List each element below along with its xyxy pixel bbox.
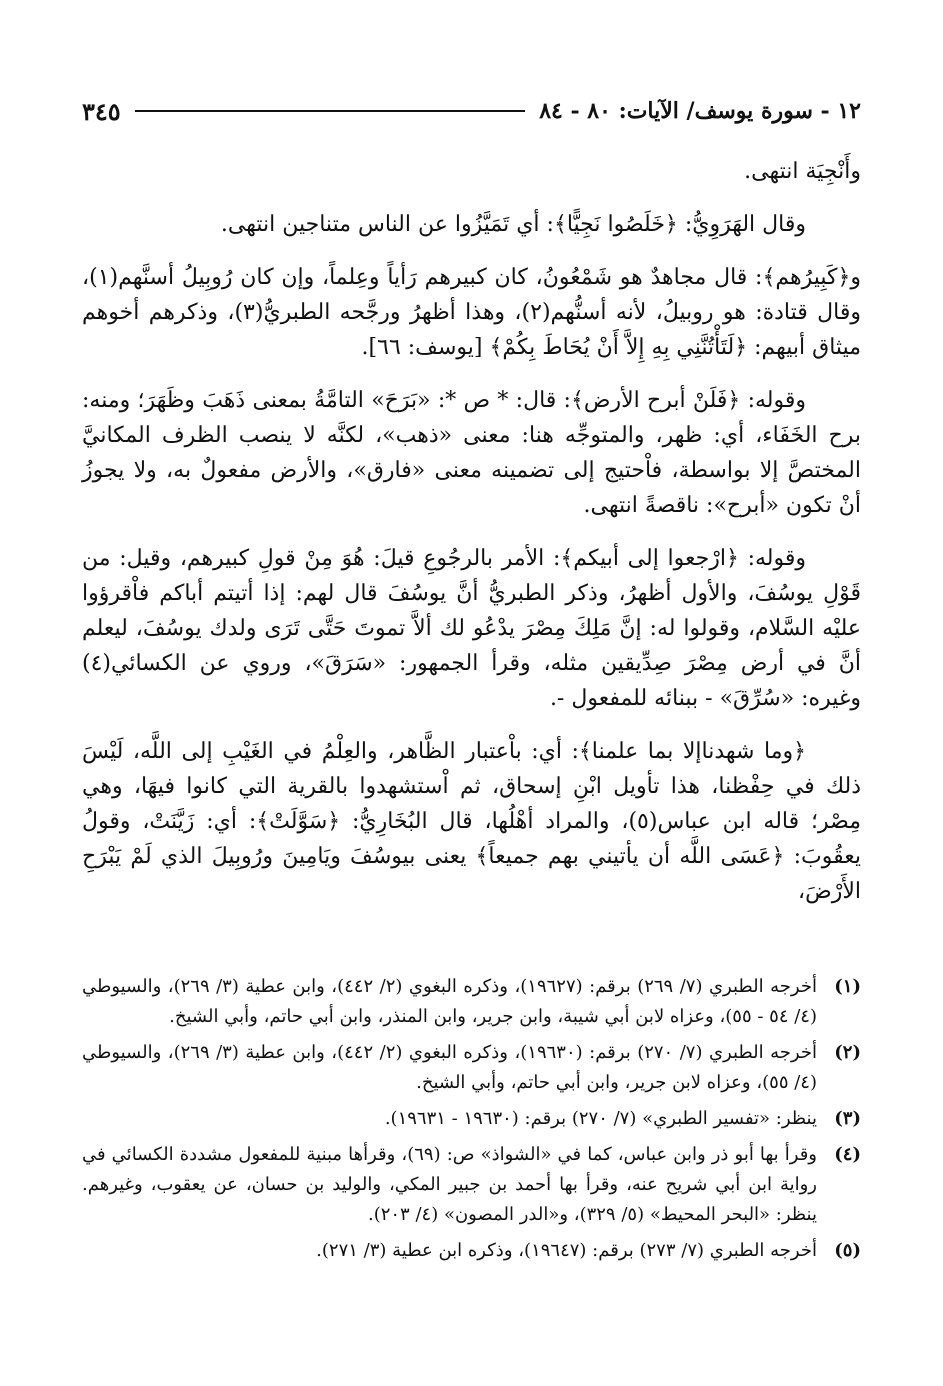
footnote-number: (١) bbox=[834, 976, 861, 997]
footnote-number: (٢) bbox=[834, 1042, 861, 1063]
main-text bbox=[82, 154, 861, 927]
page-number: ٣٤٥ bbox=[82, 96, 121, 126]
paragraph: ﴿وما شهدناإلا بما علمنا﴾: أي: باْعتبار الظَّاهر، والعِلْمُ في الغَيْبِ إلى اللَّه، لَيْسَ ذلك في حِفْظنا، هذا تأويل ابْنِ إسحاق، ثم اْستشهدوا بالقرية التي كانوا فيهَا، وهي مِصْر؛ قاله ابن عباس(٥)، والمراد أهْلُها، قال البُخَارِيُّ: ﴿سَوَّلَتْ﴾: أي: زَيَّنَتْ، وقولُ يعقُوبَ: ﴿عَسَى اللَّه أن يأتيني بهم جميعاً﴾ يعنى بيوسُفَ ويَامِينَ ورُوبِيلَ الذي لَمْ يَبْرَحِ الأَرْضَ، bbox=[82, 739, 861, 904]
paragraph: وقوله: ﴿ارْجعوا إلى أبيكم﴾: الأمر بالرجُوعِ قيلَ: هُوَ مِنْ قولِ كبيرهم، وقيل: من قَوْلِ يوسُفَ، والأول أظهرُ، وذكر الطبريُّ أنَّ يوسُفَ قال لهم: إذا أتيتم أباكم فاْقرؤوا عليْه السَّلام، وقولوا له: إنَّ مَلِكَ مِصْرَ يدْعُو لك ألاَّ تموتَ حَتَّى تَرَى ولدك يوسُفَ، ليعلم أنَّ في أرض مِصْرَ صِدِّيقين مثله، وقرأ الجمهور: «سَرَقَ»، وروي عن الكسائي(٤) وغيره: «سُرِّقَ» - ببنائه للمفعول -. bbox=[82, 546, 861, 711]
footnote-number: (٤) bbox=[834, 1144, 861, 1165]
paragraph: وأَنْجِيَة انتهى. bbox=[744, 159, 861, 184]
footnote bbox=[82, 1140, 861, 1230]
paragraph: وقوله: ﴿فَلَنْ أبرح الأرض﴾: قال: * ص *: «بَرَحَ» التامَّةُ بمعنى ذَهَبَ وظَهَرَ؛ ومنه: برح الخَفَاء، أي: ظهر، والمتوجِّه هنا: معنى «ذهب»، لكنَّه لا ينصب الظرف المكانيَّ المختصَّ إلا بواسطة، فاْحتيج إلى تضمينه معنى «فارق»، والأرض مفعولٌ به، ولا يجوزُ أنْ تكون «أبرح»: ناقصةً انتهى. bbox=[82, 388, 861, 518]
footnote bbox=[82, 1104, 861, 1134]
paragraph: وقال الهَرَوِيُّ: ﴿خَلَصُوا نَجِيًّا﴾: أي تَمَيَّزُوا عن الناس متناجين انتهى. bbox=[220, 212, 806, 237]
header-rule bbox=[135, 110, 526, 112]
running-header bbox=[82, 94, 861, 128]
footnote-text: أخرجه الطبري (٧/ ٢٧٠) برقم: (١٩٦٣٠)، وذكره البغوي (٢/ ٤٤٢)، وابن عطية (٣/ ٢٦٩)، والسيوطي (٤/ ٥٥)، وعزاه لابن جرير، وابن أبي حاتم، وأبي الشيخ. bbox=[82, 1042, 817, 1093]
footnote-text: أخرجه الطبري (٧/ ٢٧٣) برقم: (١٩٦٤٧)، وذكره ابن عطية (٣/ ٢٧١). bbox=[316, 1240, 817, 1261]
footnote-text: وقرأ بها أبو ذر وابن عباس، كما في «الشواذ» ص: (٦٩)، وقرأها مبنية للمفعول مشددة الكسائي في رواية ابن أبي شريح عنه، وقرأ بها أحمد بن جبير المكي، والوليد بن حسان، عن يعقوب، وغيرهم. ينظر: «البحر المحيط» (٥/ ٣٢٩)، و«الدر المصون» (٤/ ٢٠٣). bbox=[82, 1144, 817, 1225]
footnote-text: أخرجه الطبري (٧/ ٢٦٩) برقم: (١٩٦٢٧)، وذكره البغوي (٢/ ٤٤٢)، وابن عطية (٣/ ٢٦٩)، والسيوطي (٤/ ٥٤ - ٥٥)، وعزاه لابن أبي شيبة، وابن جرير، وابن المنذر، وابن أبي حاتم، وأبي الشيخ. bbox=[82, 976, 817, 1027]
footnote bbox=[82, 1038, 861, 1098]
footnote-number: (٥) bbox=[834, 1240, 861, 1261]
footnote bbox=[82, 972, 861, 1032]
footnote-text: ينظر: «تفسير الطبري» (٧/ ٢٧٠) برقم: (١٩٦٣٠ - ١٩٦٣١). bbox=[384, 1108, 817, 1129]
chapter-title: ١٢ - سورة يوسف/ الآيات: ٨٠ - ٨٤ bbox=[539, 98, 861, 124]
footnote bbox=[82, 1236, 861, 1266]
footnotes bbox=[82, 972, 861, 1272]
paragraph: و﴿كَبِيرُهم﴾: قال مجاهدٌ هو شَمْعُونُ، كان كبيرهم رَأياً وعِلماً، وإن كان رُوبِيلُ أسنَّهم(١)، وقال قتادة: هو روبيلُ، لأنه أسنُّهم(٢)، وهذا أظهرُ ورجَّحه الطبريُّ(٣)، وذكرهم أخوهم ميثاق أبيهم: ﴿لَتَأْتُنَّنِي بِهِ إِلاَّ أَنْ يُحَاطَ بِكُمْ﴾ [يوسف: ٦٦]. bbox=[82, 265, 861, 360]
footnote-number: (٣) bbox=[834, 1108, 861, 1129]
